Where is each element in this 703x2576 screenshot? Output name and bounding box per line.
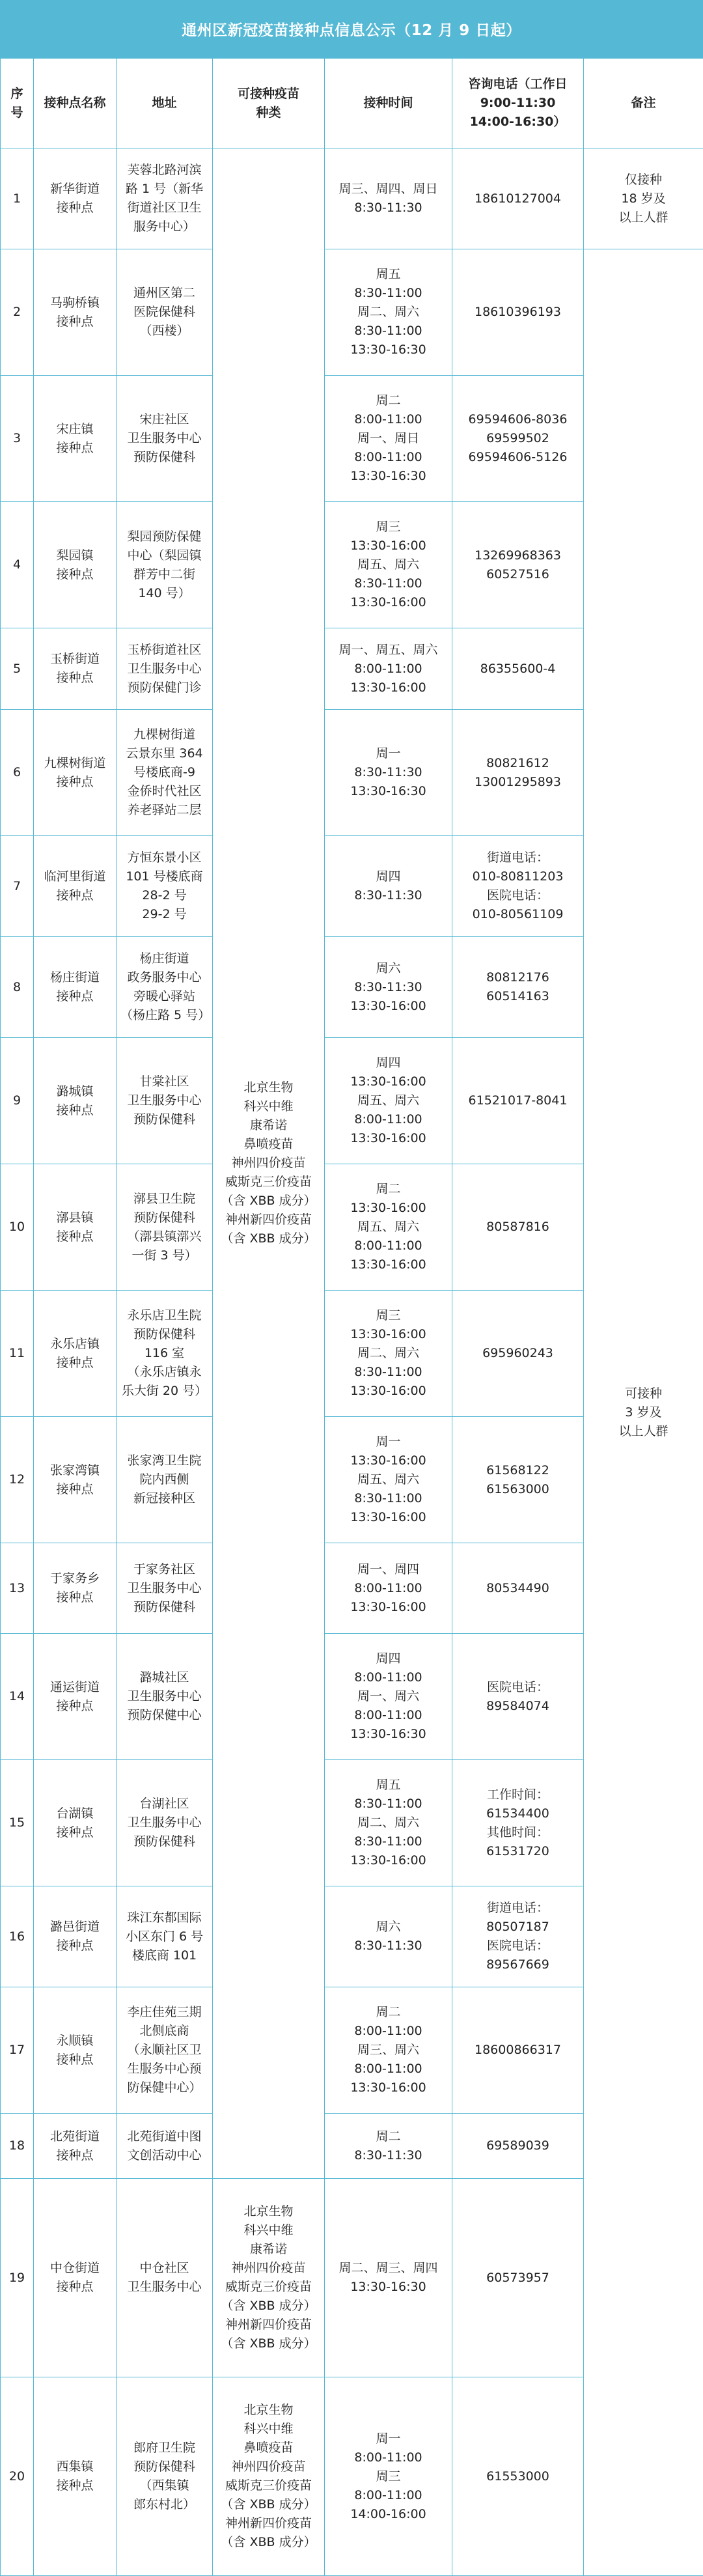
cell-phone: 80812176 60514163 [452, 937, 584, 1038]
header-address: 地址 [117, 59, 213, 148]
cell-no: 2 [1, 249, 34, 376]
cell-name: 于家务乡 接种点 [34, 1543, 117, 1634]
cell-phone: 18610396193 [452, 249, 584, 376]
cell-time: 周五 8:30-11:00 周二、周六 8:30-11:00 13:30-16:30 [325, 249, 452, 376]
cell-address: 宋庄社区 卫生服务中心 预防保健科 [117, 376, 213, 502]
cell-name: 梨园镇 接种点 [34, 502, 117, 628]
cell-time: 周六 8:30-11:30 13:30-16:00 [325, 937, 452, 1038]
cell-phone: 18600866317 [452, 1987, 584, 2114]
cell-no: 17 [1, 1987, 34, 2114]
cell-no: 20 [1, 2377, 34, 2576]
cell-vaccine-types: 北京生物 科兴中维 康希诺 神州四价疫苗 威斯克三价疫苗 （含 XBB 成分） 神州新四价疫苗 （含 XBB 成分） [213, 2179, 325, 2377]
cell-phone: 60573957 [452, 2179, 584, 2377]
header-remark: 备注 [584, 59, 703, 148]
cell-address: 于家务社区 卫生服务中心 预防保健科 [117, 1543, 213, 1634]
cell-name: 新华街道 接种点 [34, 148, 117, 249]
table-row [1, 249, 703, 376]
cell-name: 台湖镇 接种点 [34, 1760, 117, 1886]
cell-name: 张家湾镇 接种点 [34, 1417, 117, 1543]
cell-address: 北苑街道中图 文创活动中心 [117, 2114, 213, 2179]
cell-address: 玉桥街道社区 卫生服务中心 预防保健门诊 [117, 628, 213, 710]
cell-time: 周四 8:00-11:00 周一、周六 8:00-11:00 13:30-16:30 [325, 1634, 452, 1760]
cell-time: 周二 8:00-11:00 周一、周日 8:00-11:00 13:30-16:30 [325, 376, 452, 502]
cell-remark: 仅接种 18 岁及 以上人群 [584, 148, 703, 249]
cell-name: 临河里街道 接种点 [34, 836, 117, 937]
cell-phone: 61521017-8041 [452, 1038, 584, 1164]
cell-no: 16 [1, 1886, 34, 1987]
cell-phone: 13269968363 60527516 [452, 502, 584, 628]
cell-time: 周一 13:30-16:00 周五、周六 8:30-11:00 13:30-16:00 [325, 1417, 452, 1543]
cell-no: 3 [1, 376, 34, 502]
cell-address: 漷县卫生院 预防保健科 （漷县镇漷兴 一街 3 号） [117, 1164, 213, 1291]
cell-name: 漷县镇 接种点 [34, 1164, 117, 1291]
cell-time: 周六 8:30-11:30 [325, 1886, 452, 1987]
page-title: 通州区新冠疫苗接种点信息公示（12 月 9 日起） [0, 0, 703, 58]
cell-no: 15 [1, 1760, 34, 1886]
cell-time: 周二 13:30-16:00 周五、周六 8:00-11:00 13:30-16:00 [325, 1164, 452, 1291]
cell-vaccine-types: 北京生物 科兴中维 鼻喷疫苗 神州四价疫苗 威斯克三价疫苗 （含 XBB 成分） 神州新四价疫苗 （含 XBB 成分） [213, 2377, 325, 2576]
cell-time: 周四 8:30-11:30 [325, 836, 452, 937]
cell-address: 张家湾卫生院 院内西侧 新冠接种区 [117, 1417, 213, 1543]
cell-address: 方恒东景小区 101 号楼底商 28-2 号 29-2 号 [117, 836, 213, 937]
cell-time: 周一 8:30-11:30 13:30-16:30 [325, 710, 452, 836]
cell-name: 马驹桥镇 接种点 [34, 249, 117, 376]
cell-address: 杨庄街道 政务服务中心 旁暖心驿站 （杨庄路 5 号） [117, 937, 213, 1038]
vaccination-sites-table [0, 58, 703, 2576]
cell-phone: 医院电话： 89584074 [452, 1634, 584, 1760]
cell-no: 5 [1, 628, 34, 710]
header-no: 序 号 [1, 59, 34, 148]
cell-phone: 695960243 [452, 1291, 584, 1417]
cell-time: 周二、周三、周四 13:30-16:30 [325, 2179, 452, 2377]
cell-address: 珠江东都国际 小区东门 6 号 楼底商 101 [117, 1886, 213, 1987]
cell-address: 芙蓉北路河滨 路 1 号（新华 街道社区卫生 服务中心） [117, 148, 213, 249]
cell-no: 1 [1, 148, 34, 249]
cell-no: 18 [1, 2114, 34, 2179]
cell-address: 台湖社区 卫生服务中心 预防保健科 [117, 1760, 213, 1886]
cell-name: 永乐店镇 接种点 [34, 1291, 117, 1417]
cell-time: 周三 13:30-16:00 周二、周六 8:30-11:00 13:30-16:00 [325, 1291, 452, 1417]
cell-phone: 86355600-4 [452, 628, 584, 710]
cell-no: 12 [1, 1417, 34, 1543]
cell-phone: 80587816 [452, 1164, 584, 1291]
header-phone: 咨询电话（工作日 9:00-11:30 14:00-16:30） [452, 59, 584, 148]
table-header-row [1, 59, 703, 148]
header-name: 接种点名称 [34, 59, 117, 148]
cell-name: 永顺镇 接种点 [34, 1987, 117, 2114]
cell-name: 杨庄街道 接种点 [34, 937, 117, 1038]
cell-phone: 69589039 [452, 2114, 584, 2179]
cell-phone: 69594606-8036 69599502 69594606-5126 [452, 376, 584, 502]
cell-name: 宋庄镇 接种点 [34, 376, 117, 502]
cell-time: 周一、周五、周六 8:00-11:00 13:30-16:00 [325, 628, 452, 710]
cell-address: 潞城社区 卫生服务中心 预防保健中心 [117, 1634, 213, 1760]
cell-no: 7 [1, 836, 34, 937]
cell-no: 14 [1, 1634, 34, 1760]
cell-no: 10 [1, 1164, 34, 1291]
cell-address: 中仓社区 卫生服务中心 [117, 2179, 213, 2377]
cell-no: 8 [1, 937, 34, 1038]
cell-phone: 80821612 13001295893 [452, 710, 584, 836]
cell-phone: 18610127004 [452, 148, 584, 249]
cell-address: 通州区第二 医院保健科 （西楼） [117, 249, 213, 376]
cell-phone: 61553000 [452, 2377, 584, 2576]
cell-phone: 工作时间： 61534400 其他时间： 61531720 [452, 1760, 584, 1886]
header-time: 接种时间 [325, 59, 452, 148]
cell-time: 周一、周四 8:00-11:00 13:30-16:00 [325, 1543, 452, 1634]
table-row [1, 148, 703, 249]
cell-no: 4 [1, 502, 34, 628]
cell-name: 潞邑街道 接种点 [34, 1886, 117, 1987]
cell-no: 9 [1, 1038, 34, 1164]
cell-time: 周三、周四、周日 8:30-11:30 [325, 148, 452, 249]
cell-time: 周五 8:30-11:00 周二、周六 8:30-11:00 13:30-16:00 [325, 1760, 452, 1886]
cell-address: 李庄佳苑三期 北侧底商 （永顺社区卫 生服务中心预 防保健中心） [117, 1987, 213, 2114]
cell-no: 19 [1, 2179, 34, 2377]
cell-vaccine-types: 北京生物 科兴中维 康希诺 鼻喷疫苗 神州四价疫苗 威斯克三价疫苗 （含 XBB 成分） 神州新四价疫苗 （含 XBB 成分） [213, 148, 325, 2179]
cell-no: 6 [1, 710, 34, 836]
cell-address: 郎府卫生院 预防保健科 （西集镇 郎东村北） [117, 2377, 213, 2576]
cell-time: 周一 8:00-11:00 周三 8:00-11:00 14:00-16:00 [325, 2377, 452, 2576]
cell-remark: 可接种 3 岁及 以上人群 [584, 249, 703, 2576]
cell-time: 周二 8:30-11:30 [325, 2114, 452, 2179]
cell-name: 玉桥街道 接种点 [34, 628, 117, 710]
cell-time: 周四 13:30-16:00 周五、周六 8:00-11:00 13:30-16:00 [325, 1038, 452, 1164]
cell-phone: 80534490 [452, 1543, 584, 1634]
header-vaccine: 可接种疫苗 种类 [213, 59, 325, 148]
cell-name: 潞城镇 接种点 [34, 1038, 117, 1164]
cell-name: 西集镇 接种点 [34, 2377, 117, 2576]
cell-no: 11 [1, 1291, 34, 1417]
cell-address: 永乐店卫生院 预防保健科 116 室 （永乐店镇永 乐大街 20 号） [117, 1291, 213, 1417]
cell-address: 九棵树街道 云景东里 364 号楼底商-9 金侨时代社区 养老驿站二层 [117, 710, 213, 836]
cell-address: 梨园预防保健 中心（梨园镇 群芳中二街 140 号） [117, 502, 213, 628]
cell-name: 通运街道 接种点 [34, 1634, 117, 1760]
cell-phone: 街道电话： 010-80811203 医院电话： 010-80561109 [452, 836, 584, 937]
cell-time: 周二 8:00-11:00 周三、周六 8:00-11:00 13:30-16:00 [325, 1987, 452, 2114]
cell-name: 九棵树街道 接种点 [34, 710, 117, 836]
cell-name: 中仓街道 接种点 [34, 2179, 117, 2377]
cell-phone: 61568122 61563000 [452, 1417, 584, 1543]
cell-time: 周三 13:30-16:00 周五、周六 8:30-11:00 13:30-16:00 [325, 502, 452, 628]
cell-address: 甘棠社区 卫生服务中心 预防保健科 [117, 1038, 213, 1164]
cell-name: 北苑街道 接种点 [34, 2114, 117, 2179]
cell-phone: 街道电话： 80507187 医院电话： 89567669 [452, 1886, 584, 1987]
cell-no: 13 [1, 1543, 34, 1634]
